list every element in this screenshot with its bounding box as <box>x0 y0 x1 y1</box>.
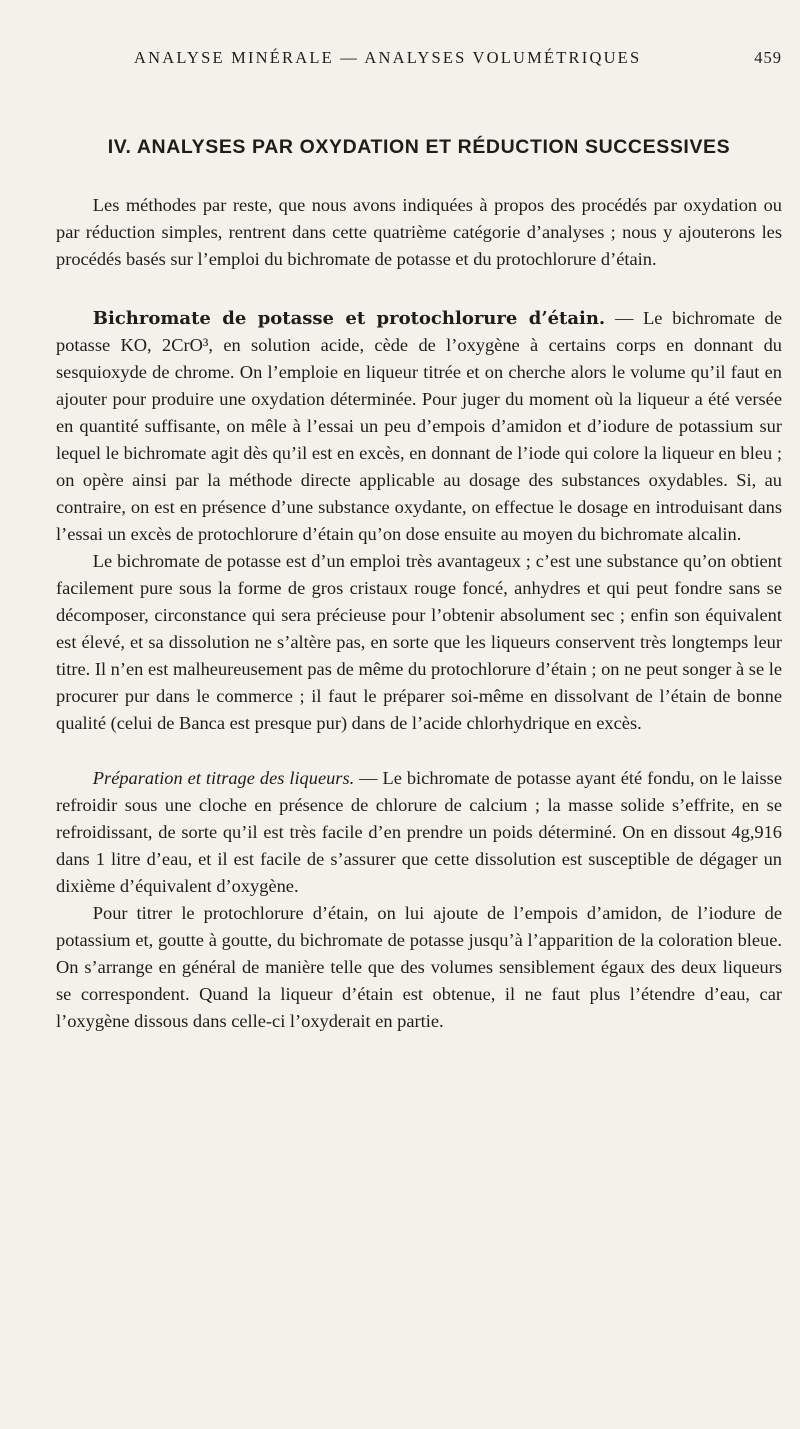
bichromate-paragraph <box>56 305 782 548</box>
advantages-paragraph: Le bichromate de potasse est d’un emploi très avantageux ; c’est une substance qu’on obtient facilement pure sous la forme de gros cristaux rouge foncé, anhydres et qui peut fondre sans se décomposer, circonstance qui sera précieuse pour l’obtenir absolument sec ; enfin son équivalent est élevé, et sa dissolution ne s’altère pas, en sorte que les liqueurs conservent très longtemps leur titre. Il n’en est malheureusement pas de même du protochlorure d’étain ; on ne peut songer à se le procurer pur dans le commerce ; il faut le préparer soi-même en dissolvant de l’étain de bonne qualité (celui de Banca est presque pur) dans de l’acide chlorhydrique en excès. <box>56 551 782 733</box>
intro-paragraph: Les méthodes par reste, que nous avons indiquées à propos des procédés par oxydation ou par réduction simples, rentrent dans cette quatrième catégorie d’analyses ; nous y ajouterons les procédés basés sur l’emploi du bichromate de potasse et du protochlorure d’étain. <box>56 195 782 269</box>
running-title: ANALYSE MINÉRALE — ANALYSES VOLUMÉTRIQUES <box>134 48 642 67</box>
section-title: IV. ANALYSES PAR OXYDATION ET RÉDUCTION SUCCESSIVES <box>107 136 731 158</box>
preparation-paragraph <box>56 765 782 900</box>
titration-paragraph: Pour titrer le protochlorure d’étain, on lui ajoute de l’empois d’amidon, de l’iodure de potassium et, goutte à goutte, du bichromate de potasse jusqu’à l’apparition de la coloration bleue. On s’arrange en général de manière telle que des volumes sensiblement égaux des deux liqueurs se correspondent. Quand la liqueur d’étain est obtenue, il ne faut plus l’étendre d’eau, car l’oxygène dissous dans celle-ci l’oxyderait en partie. <box>56 903 782 1031</box>
book-page <box>56 48 782 1035</box>
body-text <box>56 192 782 1035</box>
preparation-body: — Le bichromate de potasse ayant été fondu, on le laisse refroidir sous une cloche en présence de chlorure de calcium ; la masse solide s’effrite, en se refroidissant, de sorte qu’il est très facile d’en prendre un poids déterminé. On en dissout 4g,916 dans 1 litre d’eau, et il est facile de s’assurer que cette dissolution est susceptible de dégager un dixième d’équivalent d’oxygène. <box>56 768 782 896</box>
preparation-heading: Préparation et titrage des liqueurs. <box>92 768 355 788</box>
running-head <box>56 48 782 78</box>
bichromate-heading: Bichromate de potasse et protochlorure d’étain. <box>92 308 606 329</box>
bichromate-body: — Le bichromate de potasse KO, 2CrO³, en solution acide, cède de l’oxygène à certains corps en donnant du sesquioxyde de chrome. On l’emploie en liqueur titrée et on cherche alors le volume qu’il faut en ajouter pour produire une oxydation déterminée. Pour juger du moment où la liqueur a été versée en quantité suffisante, on mêle à l’essai un peu d’empois d’amidon et d’iodure de potassium sur lequel le bichromate agit dès qu’il est en excès, en donnant de l’iode qui colore la liqueur en bleu ; on opère ainsi par la méthode directe applicable au dosage des substances oxydables. Si, au contraire, on est en présence d’une substance oxydante, on effectue le dosage en introduisant dans l’essai un excès de protochlorure d’étain qu’on dose ensuite au moyen du bichromate alcalin. <box>56 308 782 544</box>
page-number: 459 <box>754 48 782 67</box>
